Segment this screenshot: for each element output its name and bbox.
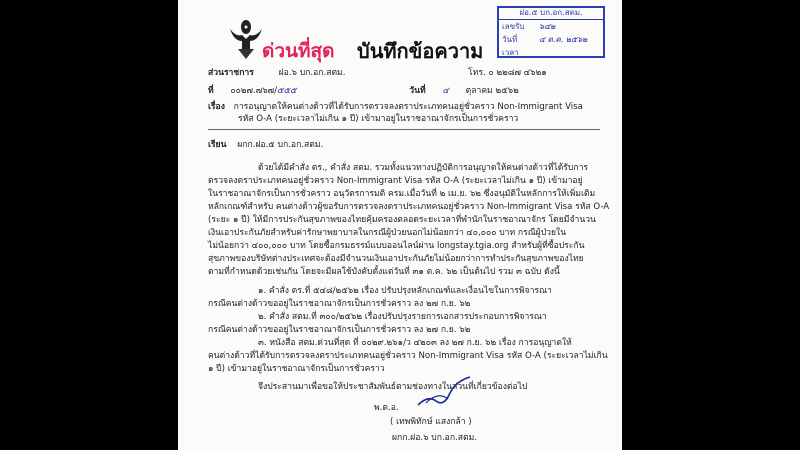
to-label: เรียน (208, 140, 227, 150)
subject-text-2: รหัส O-A (ระยะเวลาไม่เกิน ๑ ปี) เข้ามาอยู่ในราชอาณาจักรเป็นการชั่วคราว (238, 114, 519, 124)
body-line: ๑. คำสั่ง ตร.ที่ ๕๔๘/๒๕๖๒ เรื่อง ปรับปรุงหลักเกณฑ์และเงื่อนไขในการพิจารณา (258, 286, 552, 296)
garuda-emblem-icon (226, 17, 266, 59)
signer-name: ( เทพพิทักษ์ แสงกล้า ) (390, 417, 472, 427)
urgency-label: ด่วนที่สุด (262, 40, 335, 62)
stamp-office: ฝอ.๕ บก.อก.สตม. (499, 8, 603, 20)
body-line: หลักเกณฑ์สำหรับ คนต่างด้าวผู้ขอรับการตรวจลงตราประเภทคนอยู่ชั่วคราว Non-Immigrant Visa รหัส O-A (208, 202, 610, 212)
agency-line (208, 67, 547, 79)
ref-value: ๐๐๒๗.๗๖๗/ (230, 86, 278, 96)
stamp-time-row (499, 46, 603, 59)
ref-handwritten: ๕๕๕ (277, 86, 297, 96)
body-line: ตามที่กำหนดด้วยเช่นกัน โดยจะมีผลใช้บังคับตั้งแต่วันที่ ๓๑ ต.ค. ๖๒ เป็นต้นไป รวม ๓ ฉบับ ดังนี้ (208, 267, 560, 277)
body-line: กรณีคนต่างด้าวขออยู่ในราชอาณาจักรเป็นการชั่วคราว ลง ๒๗ ก.ย. ๖๒ (208, 299, 471, 309)
to-value: ผกก.ฝอ.๕ บก.อก.สตม. (237, 140, 324, 150)
ref-date-line (208, 85, 519, 97)
memo-document (178, 0, 622, 450)
agency-label: ส่วนราชการ (208, 68, 254, 78)
stamp-date-value: ๔ ต.ค. ๒๕๖๒ (539, 35, 588, 44)
stamp-date-label: วันที่ (502, 35, 518, 44)
body-line: ๓. หนังสือ สตม.ด่วนที่สุด ที่ ๐๐๒๙.๒๖๑/ว ๔๒๐๓ ลง ๒๗ ก.ย. ๖๒ เรื่อง การอนุญาตให้ (258, 338, 572, 348)
stamp-date-row (499, 33, 603, 46)
subject-line-1 (208, 101, 583, 113)
memo-title: บันทึกข้อความ (357, 39, 484, 63)
body-line: ไม่น้อยกว่า ๔๐๐,๐๐๐ บาท โดยซื้อกรมธรรม์แบบออนไลน์ผ่าน longstay.tgia.org สำหรับผู้ที่ซื้อประกัน (208, 241, 585, 251)
body-line: สุขภาพของบริษัทต่างประเทศจะต้องมีจำนวนเงินเอาประกันภัยไม่น้อยกว่าการทำประกันสุขภาพของไทย (208, 254, 584, 264)
body-line: ๒. คำสั่ง สตม.ที่ ๓๐๐/๒๕๖๒ เรื่องปรับปรุงรายการเอกสารประกอบการพิจารณา (258, 312, 547, 322)
phone-number: โทร. ๐ ๒๒๘๗ ๔๖๒๑ (468, 68, 547, 78)
body-line: ๑ ปี) เข้ามาอยู่ในราชอาณาจักรเป็นการชั่วคราว (208, 364, 385, 374)
receipt-stamp (497, 6, 605, 58)
stamp-receipt-no: ๖๔๒ (539, 22, 556, 31)
signer-rank: พ.ต.อ. (374, 403, 399, 413)
agency-value: ฝอ.๖ บก.อก.สตม. (278, 68, 346, 78)
closing-line: จึงประสานมาเพื่อขอให้ประชาสัมพันธ์ตามช่องทางในส่วนที่เกี่ยวข้องต่อไป (258, 382, 528, 392)
ref-label: ที่ (208, 86, 214, 96)
addressee-line (208, 139, 323, 151)
date-label: วันที่ (409, 86, 426, 96)
body-line: กรณีคนต่างด้าวขออยู่ในราชอาณาจักรเป็นการชั่วคราว ลง ๒๗ ก.ย. ๖๒ (208, 325, 471, 335)
stamp-receipt-row (499, 20, 603, 33)
date-rest: ตุลาคม ๒๕๖๒ (465, 86, 519, 96)
stamp-receipt-label: เลขรับ (502, 22, 525, 31)
stamp-time-label: เวลา (502, 48, 519, 57)
subject-label: เรื่อง (208, 102, 225, 112)
body-line: ด้วยได้มีคำสั่ง ตร., คำสั่ง สตม. รวมทั้งแนวทางปฏิบัติการอนุญาตให้คนต่างด้าวที่ได้รับการ (258, 163, 589, 173)
header-divider (208, 129, 600, 130)
date-day: ๔ (442, 86, 449, 96)
body-line: คนต่างด้าวที่ได้รับการตรวจลงตราประเภทคนอยู่ชั่วคราว Non-Immigrant Visa รหัส O-A (ระยะเวลาไม่เกิน (208, 351, 608, 361)
body-line: ตรวจลงตราประเภทคนอยู่ชั่วคราว Non-Immigrant Visa รหัส O-A (ระยะเวลาไม่เกิน ๑ ปี) เข้ามาอยู่ (208, 176, 583, 186)
body-line: (ระยะ ๑ ปี) ให้มีการประกันสุขภาพของไทยคุ้มครองตลอดระยะเวลาที่พำนักในราชอาณาจักร โดยมีจำนวน (208, 215, 596, 225)
body-line: ในราชอาณาจักรเป็นการชั่วคราว อนุวัตรการมติ ครม.เมื่อวันที่ ๒ เม.ย. ๖๒ ซึ่งอนุมัติในหลักการให้เพิ่มเติม (208, 189, 596, 199)
body-line: เงินเอาประกันภัยสำหรับค่ารักษาพยาบาลในกรณีผู้ป่วยนอกไม่น้อยกว่า ๔๐,๐๐๐ บาท กรณีผู้ป่วยใน (208, 228, 567, 238)
handwritten-signature (414, 375, 474, 411)
subject-text-1: การอนุญาตให้คนต่างด้าวที่ได้รับการตรวจลงตราประเภทคนอยู่ชั่วคราว Non-Immigrant Visa (233, 102, 583, 112)
signer-position: ผกก.ฝอ.๖ บก.อก.สตม. (392, 433, 477, 443)
